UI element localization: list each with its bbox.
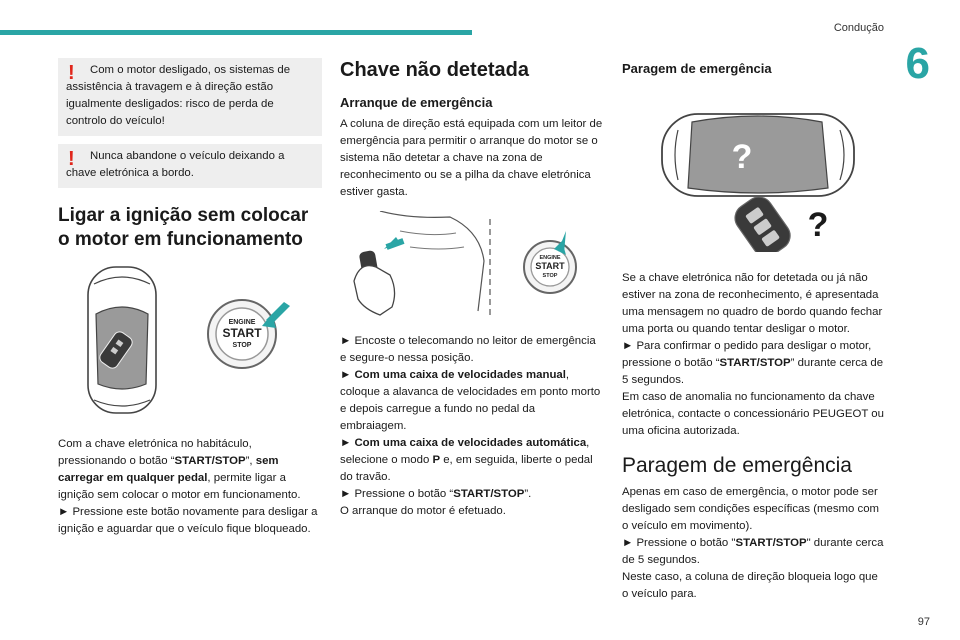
car-with-key-illustration [58,264,322,424]
warning-box-1 [58,58,322,136]
button-label-start: START [222,326,262,340]
ignition-paragraph: Com a chave eletrónica no habitáculo, pressionando o botão “START/STOP”, sem carregar em qualquer pedal, permite ligar a ignição sem colocar o motor em funcionamento. [58,438,301,501]
warning-icon: ! [68,148,75,170]
button-label-engine: ENGINE [539,255,561,261]
button-label-stop: STOP [232,342,252,349]
column-1 [58,58,322,538]
emergency-stop-step: ► Pressione o botão "START/STOP" durante cerca de 5 segundos. [622,537,884,566]
emergency-step-1: ► Encoste o telecomando no leitor de emergência e segure-o nessa posição. [340,335,596,364]
header-accent-bar [0,30,472,35]
warning-icon: ! [68,62,75,84]
column-2 [340,58,604,520]
emergency-start-intro: A coluna de direção está equipada com um leitor de emergência para permitir o arranque do motor se o sistema não detetar a chave na zona de reconhecimento ou se a pilha da chave eletrónica estiver gasta. [340,118,603,198]
warning-text-2: Nunca abandone o veículo deixando a chave eletrónica a bordo. [66,150,285,179]
section-heading-key-not-detected: Chave não detetada [340,59,529,81]
car-question-icon [622,86,886,252]
subheading-emergency-start: Arranque de emergência [340,95,493,110]
emergency-stop-intro: Apenas em caso de emergência, o motor pode ser desligado sem condições específicas (mesmo com o veículo em movimento). [622,486,880,532]
question-mark-car: ? [731,138,753,176]
car-key-not-found-illustration [622,86,886,252]
button-label-engine: ENGINE [228,319,256,326]
emergency-step-2: ► Com uma caixa de velocidades manual, coloque a alavanca de velocidades em ponto morto e depois carregue a fundo no pedal da embraiagem. [340,369,601,432]
page-number: 97 [917,616,930,628]
emergency-start-result: O arranque do motor é efetuado. [340,505,506,517]
button-label-start: START [535,261,565,271]
question-mark-key: ? [807,206,829,244]
malfunction-advice: Em caso de anomalia no funcionamento da chave eletrónica, contacte o concessionário PEUGEOT ou uma oficina autorizada. [622,391,884,437]
confirm-stop-step: ► Para confirmar o pedido para desligar o motor, pressione o botão “START/STOP” durante cerca de 5 segundos. [622,340,884,386]
section-heading-emergency-stop: Paragem de emergência [622,454,852,477]
ignition-step: ► Pressione este botão novamente para desligar a ignição e aguardar que o veículo fique bloqueado. [58,506,318,535]
running-title: Condução [833,22,884,34]
column-3 [622,58,886,603]
warning-text-1: Com o motor desligado, os sistemas de assistência à travagem e à direção estão igualmente desligados: risco de perda de controlo do veículo! [66,64,291,127]
key-reader-illustration [340,211,604,323]
warning-box-2 [58,144,322,188]
subheading-emergency-stop: Paragem de emergência [622,61,772,76]
emergency-step-3: ► Com uma caixa de velocidades automática, selecione o modo P e, em seguida, liberte o pedal do travão. [340,437,593,483]
section-heading-ignition: Ligar a ignição sem colocar o motor em funcionamento [58,205,309,250]
steering-lock-note: Neste caso, a coluna de direção bloqueia logo que o veículo para. [622,571,878,600]
emergency-step-4: ► Pressione o botão “START/STOP”. [340,488,532,500]
hand-holding-key-icon [340,211,604,323]
chapter-number: 6 [905,39,930,88]
key-not-detected-message: Se a chave eletrónica não for detetada ou já não estiver na zona de reconhecimento, é apresentada uma mensagem no quadro de bordo quando fechar uma porta ou quando tentar desligar o motor. [622,272,883,335]
car-top-view-icon [58,264,322,424]
button-label-stop: STOP [542,273,558,279]
